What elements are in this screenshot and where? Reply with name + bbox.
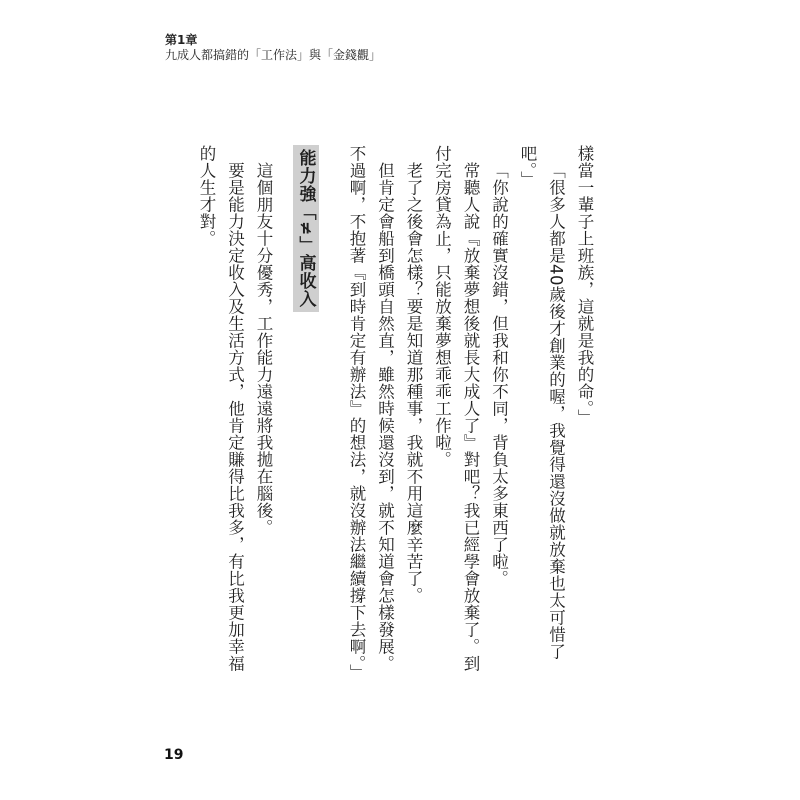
- paragraph-6: 但肯定會船到橋頭自然直，雖然時候還沒到，就不知道會怎樣發展。不過啊，不抱著『到時肯定有辦法』的想法，就沒辦法繼續撐下去啊。」: [347, 145, 395, 681]
- vertical-body-text: [178, 145, 598, 685]
- section-heading: 能力強「≠」高收入: [293, 145, 319, 312]
- paragraph-7: 這個朋友十分優秀，工作能力遠遠將我拋在腦後。: [254, 161, 273, 536]
- section-heading-block: [291, 145, 320, 685]
- paragraph-5: 老了之後會怎樣？要是知道那種事，我就不用這麼辛苦了。: [404, 161, 423, 604]
- chapter-subtitle: 九成人都搞錯的「工作法」與「金錢觀」: [165, 48, 382, 62]
- paragraph-3: 「你說的確實沒錯，但我和你不同，背負太多東西了啦。: [489, 161, 509, 587]
- paragraph-8: 要是能力決定收入及生活方式，他肯定賺得比我多，有比我更加幸福的人生才對。: [197, 145, 245, 672]
- running-head: [165, 33, 381, 63]
- paragraph-4: 常聽人說『放棄夢想後就長大成人了』對吧？我已經學會放棄了。到付完房貸為止，只能放棄夢想乖乖工作啦。: [432, 145, 480, 672]
- chapter-label: 第1章: [165, 33, 198, 47]
- page-number: 19: [164, 747, 184, 763]
- paragraph-2: 「很多人都是40歲後才創業的喔，我覺得還沒做就放棄也太可惜了吧。」: [518, 145, 566, 660]
- paragraph-1: 樣當一輩子上班族，這就是我的命。」: [575, 145, 594, 426]
